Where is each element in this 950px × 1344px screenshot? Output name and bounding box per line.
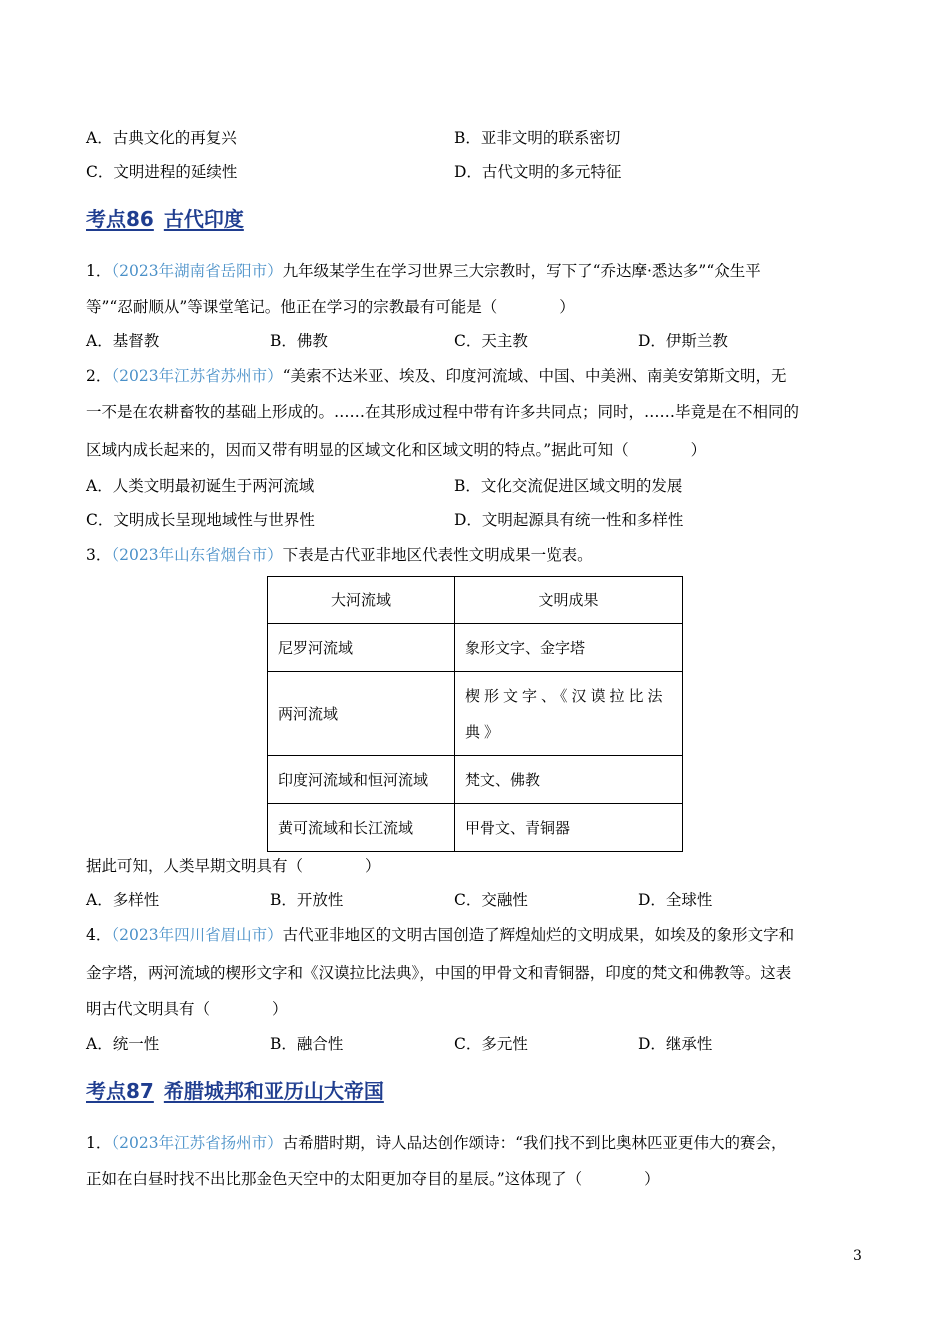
section-number: 考点86 bbox=[86, 207, 154, 231]
option-b: B．亚非文明的联系密切 bbox=[454, 129, 621, 147]
question-1-line-1: 1．（2023年湖南省岳阳市）九年级某学生在学习世界三大宗教时，写下了“乔达摩·悉达多”“众生平 bbox=[86, 262, 761, 280]
table-cell: 楔形文字、《汉谟拉比法典》 bbox=[455, 672, 683, 756]
table-cell: 象形文字、金字塔 bbox=[455, 624, 683, 672]
option-c: C．交融性 bbox=[454, 891, 528, 909]
option-d: D．全球性 bbox=[638, 891, 713, 909]
question-1-line-2: 正如在白昼时找不出比那金色天空中的太阳更加夺目的星辰。”这体现了（ ） bbox=[86, 1170, 660, 1188]
section-heading-87 bbox=[86, 1079, 384, 1103]
question-source: （2023年湖南省岳阳市） bbox=[111, 262, 283, 280]
option-a: A．统一性 bbox=[86, 1035, 160, 1053]
table-cell: 黄可流域和长江流域 bbox=[268, 804, 455, 852]
question-source: （2023年江苏省苏州市） bbox=[111, 367, 283, 385]
question-1-line-1: 1．（2023年江苏省扬州市）古希腊时期，诗人品达创作颂诗：“我们找不到比奥林匹亚更伟大的赛会， bbox=[86, 1134, 787, 1152]
table-cell: 梵文、佛教 bbox=[455, 756, 683, 804]
option-a: A．基督教 bbox=[86, 332, 160, 350]
question-2-line-3: 区域内成长起来的，因而又带有明显的区域文化和区域文明的特点。”据此可知（ ） bbox=[86, 441, 707, 459]
option-c: C．文明进程的延续性 bbox=[86, 163, 238, 181]
option-d: D．古代文明的多元特征 bbox=[454, 163, 622, 181]
section-number: 考点87 bbox=[86, 1079, 154, 1103]
option-b: B．融合性 bbox=[270, 1035, 344, 1053]
table-header-row bbox=[268, 577, 683, 624]
table-cell: 两河流域 bbox=[268, 672, 455, 756]
option-c: C．多元性 bbox=[454, 1035, 528, 1053]
question-4-line-3: 明古代文明具有（ ） bbox=[86, 1000, 288, 1018]
section-title: 希腊城邦和亚历山大帝国 bbox=[163, 1079, 384, 1103]
option-d: D．继承性 bbox=[638, 1035, 713, 1053]
table-cell: 印度河流域和恒河流域 bbox=[268, 756, 455, 804]
table-row bbox=[268, 804, 683, 852]
option-b: B．佛教 bbox=[270, 332, 328, 350]
table-cell: 甲骨文、青铜器 bbox=[455, 804, 683, 852]
question-2-line-2: 一不是在农耕畜牧的基础上形成的。……在其形成过程中带有许多共同点；同时，……毕竟是在不相同的 bbox=[86, 403, 800, 421]
question-2-line-1: 2．（2023年江苏省苏州市）“美索不达米亚、埃及、印度河流域、中国、中美洲、南美安第斯文明，无 bbox=[86, 367, 787, 385]
question-3-prompt: 据此可知，人类早期文明具有（ ） bbox=[86, 857, 381, 875]
option-c: C．天主教 bbox=[454, 332, 528, 350]
table-row bbox=[268, 624, 683, 672]
civilization-table bbox=[267, 576, 683, 852]
option-a: A．古典文化的再复兴 bbox=[86, 129, 237, 147]
question-3-line-1: 3．（2023年山东省烟台市）下表是古代亚非地区代表性文明成果一览表。 bbox=[86, 546, 593, 564]
table-header-cell: 文明成果 bbox=[455, 577, 683, 624]
table-row bbox=[268, 756, 683, 804]
question-source: （2023年江苏省扬州市） bbox=[111, 1134, 283, 1152]
option-a: A．多样性 bbox=[86, 891, 160, 909]
option-d: D．文明起源具有统一性和多样性 bbox=[454, 511, 684, 529]
option-c: C．文明成长呈现地域性与世界性 bbox=[86, 511, 315, 529]
option-d: D．伊斯兰教 bbox=[638, 332, 728, 350]
table-cell: 尼罗河流域 bbox=[268, 624, 455, 672]
question-source: （2023年山东省烟台市） bbox=[111, 546, 283, 564]
page-number: 3 bbox=[853, 1248, 862, 1264]
question-source: （2023年四川省眉山市） bbox=[111, 926, 283, 944]
option-b: B．开放性 bbox=[270, 891, 344, 909]
section-title: 古代印度 bbox=[163, 207, 244, 231]
option-a: A．人类文明最初诞生于两河流域 bbox=[86, 477, 315, 495]
section-heading-86 bbox=[86, 207, 244, 231]
question-1-line-2: 等”“忍耐顺从”等课堂笔记。他正在学习的宗教最有可能是（ ） bbox=[86, 298, 575, 316]
table-row bbox=[268, 672, 683, 756]
table-header-cell: 大河流域 bbox=[268, 577, 455, 624]
question-4-line-2: 金字塔，两河流域的楔形文字和《汉谟拉比法典》，中国的甲骨文和青铜器，印度的梵文和佛教等。这表 bbox=[86, 964, 792, 982]
option-b: B．文化交流促进区域文明的发展 bbox=[454, 477, 683, 495]
question-4-line-1: 4．（2023年四川省眉山市）古代亚非地区的文明古国创造了辉煌灿烂的文明成果，如埃及的象形文字和 bbox=[86, 926, 795, 944]
